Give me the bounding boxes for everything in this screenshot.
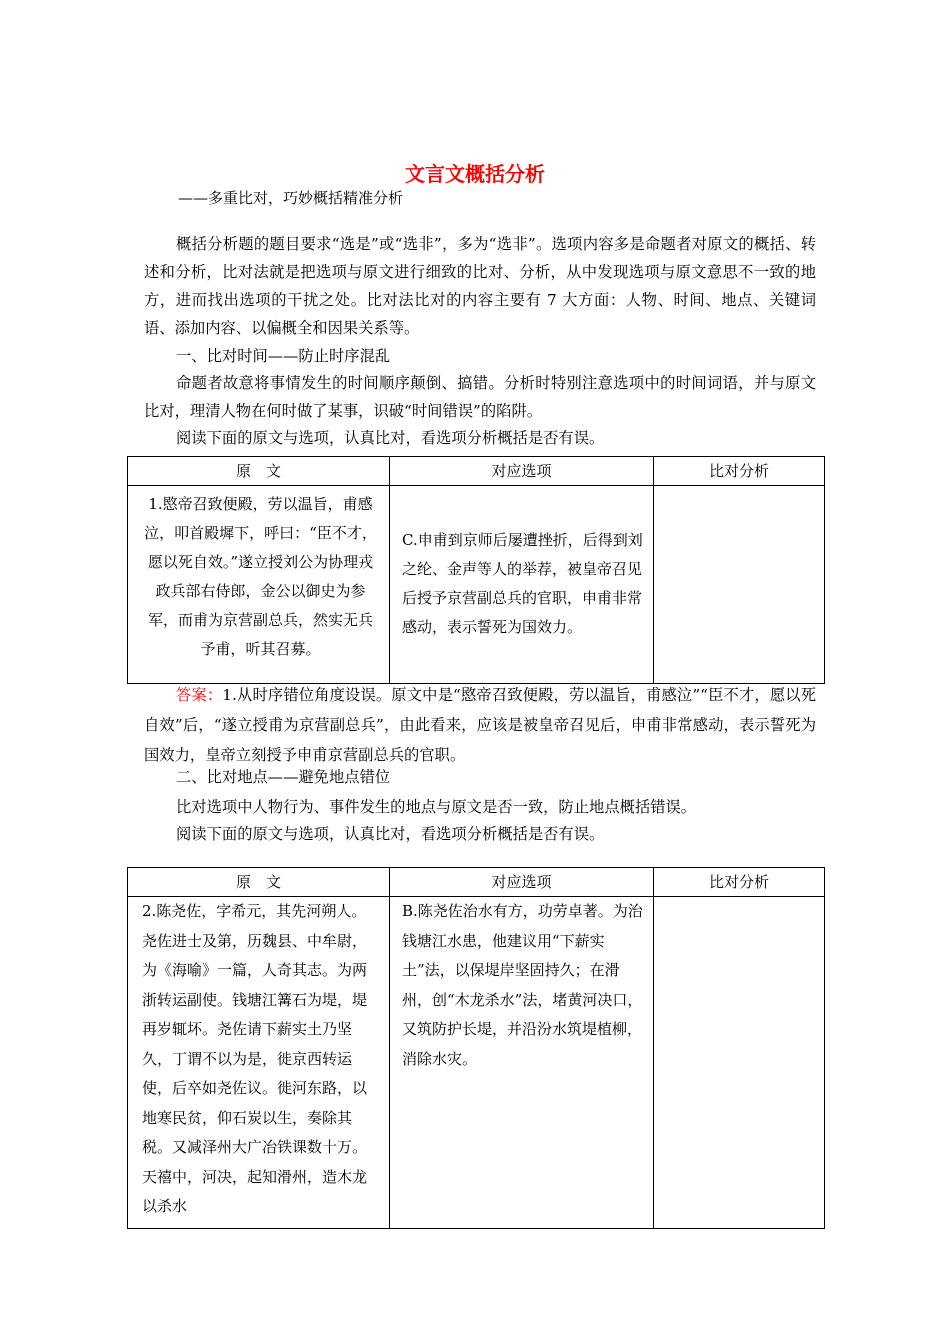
section2-description: 比对选项中人物行为、事件发生的地点与原文是否一致，防止地点概括错误。 bbox=[176, 798, 697, 816]
header-original: 原 文 bbox=[128, 868, 390, 897]
analysis-cell bbox=[654, 897, 825, 1229]
section1-heading: 一、比对时间——防止时序混乱 bbox=[176, 347, 391, 365]
section2-instruction: 阅读下面的原文与选项，认真比对，看选项分析概括是否有误。 bbox=[176, 825, 605, 843]
table-header-row bbox=[128, 868, 825, 897]
section1-description: 命题者故意将事情发生的时间顺序颠倒、搞错。分析时特别注意选项中的时间词语，并与原文比对，理清人物在何时做了某事，识破“时间错误”的陷阱。 bbox=[144, 374, 816, 420]
original-text-cell: 1.愍帝召致便殿，劳以温旨，甫感泣，叩首殿墀下，呼曰：“臣不才，愿以死自效。”遂立授刘公为协理戎政兵部右侍郎，金公以御史为参军，而甫为京营副总兵，然实无兵予甫，听其召募。 bbox=[128, 486, 390, 684]
option-text-cell: B.陈尧佐治水有方，功劳卓著。为治钱塘江水患，他建议用“下薪实土”法，以保堤岸坚固持久；在滑州，创“木龙杀水”法，堵黄河决口，又筑防护长堤，并沿汾水筑堤植柳，消除水灾。 bbox=[390, 897, 654, 1229]
table-header-row bbox=[128, 457, 825, 486]
answer-paragraph bbox=[144, 680, 816, 770]
header-analysis: 比对分析 bbox=[654, 868, 825, 897]
option-text-cell: C.申甫到京师后屡遭挫折，后得到刘之纶、金声等人的举荐，被皇帝召见后授予京营副总兵的官职，申甫非常感动，表示誓死为国效力。 bbox=[390, 486, 654, 684]
header-option: 对应选项 bbox=[390, 868, 654, 897]
comparison-table-2 bbox=[127, 867, 825, 1229]
answer-text: 1.从时序错位角度设误。原文中是“愍帝召致便殿，劳以温旨，甫感泣”“臣不才，愿以死自效”后，“遂立授甫为京营副总兵”，由此看来，应该是被皇帝召见后，申甫非常感动，表示誓死为国效力，皇帝立刻授予申甫京营副总兵的官职。 bbox=[144, 686, 816, 764]
intro-paragraph: 概括分析题的题目要求“选是”或“选非”，多为“选非”。选项内容多是命题者对原文的概括、转述和分析，比对法就是把选项与原文进行细致的比对、分析，从中发现选项与原文意思不一致的地方，进而找出选项的干扰之处。比对法比对的内容主要有 7 大方面：人物、时间、地点、关键词语、添加内容、以偏概全和因果关系等。 bbox=[144, 235, 816, 337]
original-text-cell: 2.陈尧佐，字希元，其先河朔人。尧佐进士及第，历魏县、中牟尉，为《海喻》一篇，人奇其志。为两浙转运副使。钱塘江篝石为堤，堤再岁辄坏。尧佐请下薪实土乃坚久，丁谓不以为是，徙京西转运使，后卒如尧佐议。徙河东路，以地寒民贫，仰石炭以生，奏除其税。又减泽州大广冶铁课数十万。天禧中，河决，起知滑州，造木龙以杀水 bbox=[128, 897, 390, 1229]
header-analysis: 比对分析 bbox=[654, 457, 825, 486]
header-original: 原 文 bbox=[128, 457, 390, 486]
section2-heading: 二、比对地点——避免地点错位 bbox=[176, 768, 391, 786]
answer-label: 答案： bbox=[176, 686, 223, 704]
section1-instruction: 阅读下面的原文与选项，认真比对，看选项分析概括是否有误。 bbox=[176, 429, 605, 447]
page-title: 文言文概括分析 bbox=[405, 162, 545, 186]
table-row bbox=[128, 897, 825, 1229]
analysis-cell bbox=[654, 486, 825, 684]
header-option: 对应选项 bbox=[390, 457, 654, 486]
page-subtitle: ——多重比对，巧妙概括精准分析 bbox=[178, 189, 404, 207]
comparison-table-1 bbox=[127, 456, 825, 684]
table-row bbox=[128, 486, 825, 684]
